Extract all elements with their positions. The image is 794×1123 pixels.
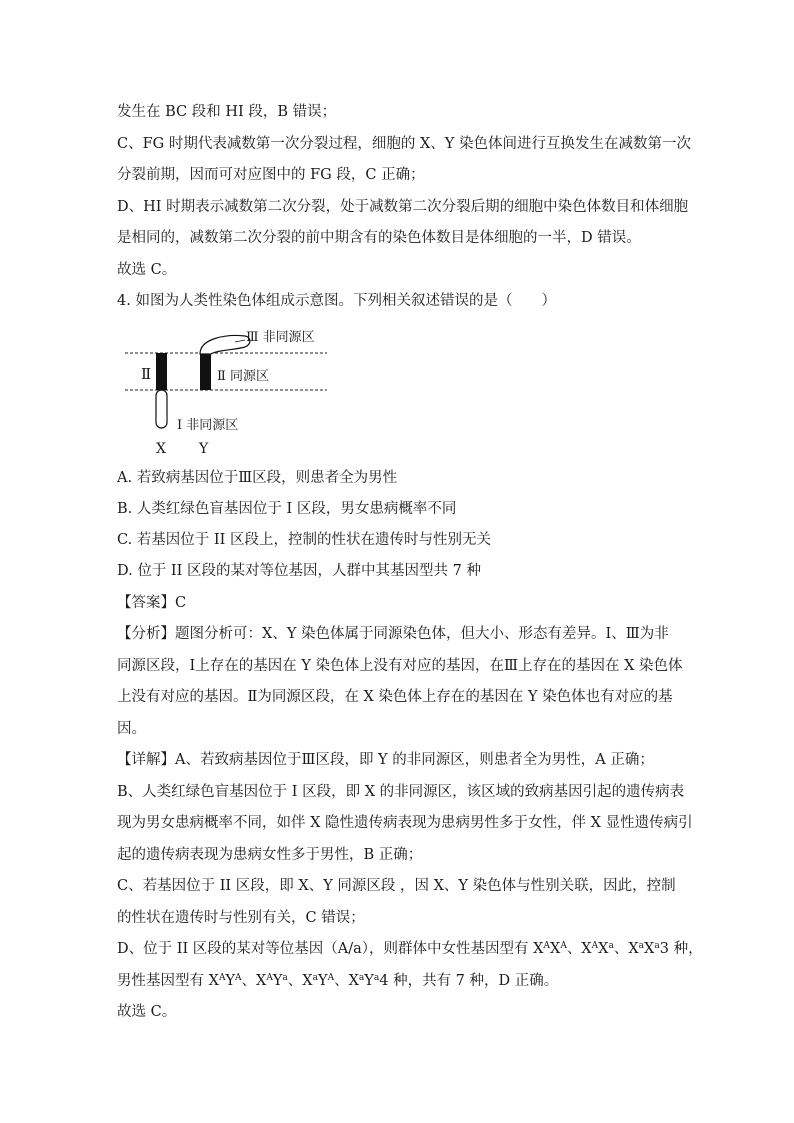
text-line: 是相同的，减数第二次分裂的前中期含有的染色体数目是体细胞的一半，D 错误。 xyxy=(117,230,641,246)
answer: 【答案】C xyxy=(117,595,187,611)
text-line: 分裂前期，因而可对应图中的 FG 段，C 正确； xyxy=(117,167,425,183)
detail-line: 【详解】A、若致病基因位于Ⅲ区段，即 Y 的非同源区，则患者全为男性，A 正确； xyxy=(117,752,654,768)
label-x: X xyxy=(156,441,166,457)
text-line: C、FG 时期代表减数第一次分裂过程，细胞的 X、Y 染色体间进行互换发生在减数第一次 xyxy=(117,136,691,152)
analysis-line: 同源区段，Ⅰ上存在的基因在 Y 染色体上没有对应的基因，在Ⅲ上存在的基因在 X 染色体 xyxy=(117,658,683,674)
detail-line-genotypes-female: D、位于 II 区段的某对等位基因（A/a），则群体中女性基因型有 $X^AX^A$、$X^AX^a$、$X^aX^a3$ 种， xyxy=(117,941,703,957)
detail-line: C、若基因位于 II 区段，即 X、Y 同源区段 ，因 X、Y 染色体与性别关联，因此，控制 xyxy=(117,878,676,894)
y-homologous-segment xyxy=(200,353,211,390)
analysis-line: 上没有对应的基因。Ⅱ为同源区段，在 X 染色体上存在的基因在 Y 染色体也有对应的基 xyxy=(117,689,673,705)
label-ii-homologous: Ⅱ 同源区 xyxy=(217,369,269,384)
detail-line: B、人类红绿色盲基因位于 I 区段，即 X 的非同源区，该区域的致病基因引起的遗传病表 xyxy=(117,784,685,800)
label-iii-nonhomologous: Ⅲ 非同源区 xyxy=(246,330,315,345)
option-b: B. 人类红绿色盲基因位于 I 区段，男女患病概率不同 xyxy=(117,501,457,517)
detail-line: 现为男女患病概率不同，如伴 X 隐性遗传病表现为患病男性多于女性，伴 X 显性遗传病引 xyxy=(117,815,693,831)
detail-line: 起的遗传病表现为患病女性多于男性，B 正确； xyxy=(117,847,423,863)
label-ii-left: Ⅱ xyxy=(141,365,152,383)
text-line: 发生在 BC 段和 HI 段，B 错误； xyxy=(117,104,337,120)
text-line: D、HI 时期表示减数第二次分裂，处于减数第二次分裂后期的细胞中染色体数目和体细胞 xyxy=(117,199,689,215)
x-homologous-segment xyxy=(156,353,167,390)
option-d: D. 位于 II 区段的某对等位基因，人群中其基因型共 7 种 xyxy=(117,563,481,579)
detail-line-genotypes-male: 男性基因型有 $X^AY^A$、$X^AY^a$、$X^aY^A$、$X^aY^a4$ 种，共有 7 种，D 正确。 xyxy=(117,973,559,989)
final-answer: 故选 C。 xyxy=(117,1004,177,1020)
text-line: 故选 C。 xyxy=(117,262,177,278)
option-c: C. 若基因位于 II 区段上，控制的性状在遗传时与性别无关 xyxy=(117,532,491,548)
analysis-line: 因。 xyxy=(117,721,146,737)
label-y: Y xyxy=(199,441,209,457)
sex-chromosome-diagram xyxy=(117,330,337,460)
analysis-line: 【分析】题图分析可：X、Y 染色体属于同源染色体，但大小、形态有差异。Ⅰ、Ⅲ为非 xyxy=(117,626,669,642)
x-nonhomologous-segment xyxy=(156,390,167,428)
chromosome-drawing xyxy=(117,330,337,460)
label-i-nonhomologous: Ⅰ 非同源区 xyxy=(177,418,239,433)
option-a: A. 若致病基因位于Ⅲ区段，则患者全为男性 xyxy=(117,470,398,486)
question-stem: 4. 如图为人类性染色体组成示意图。下列相关叙述错误的是（ ） xyxy=(117,293,556,309)
y-nonhomologous-segment xyxy=(200,336,250,354)
detail-line: 的性状在遗传时与性别有关，C 错误； xyxy=(117,910,365,926)
